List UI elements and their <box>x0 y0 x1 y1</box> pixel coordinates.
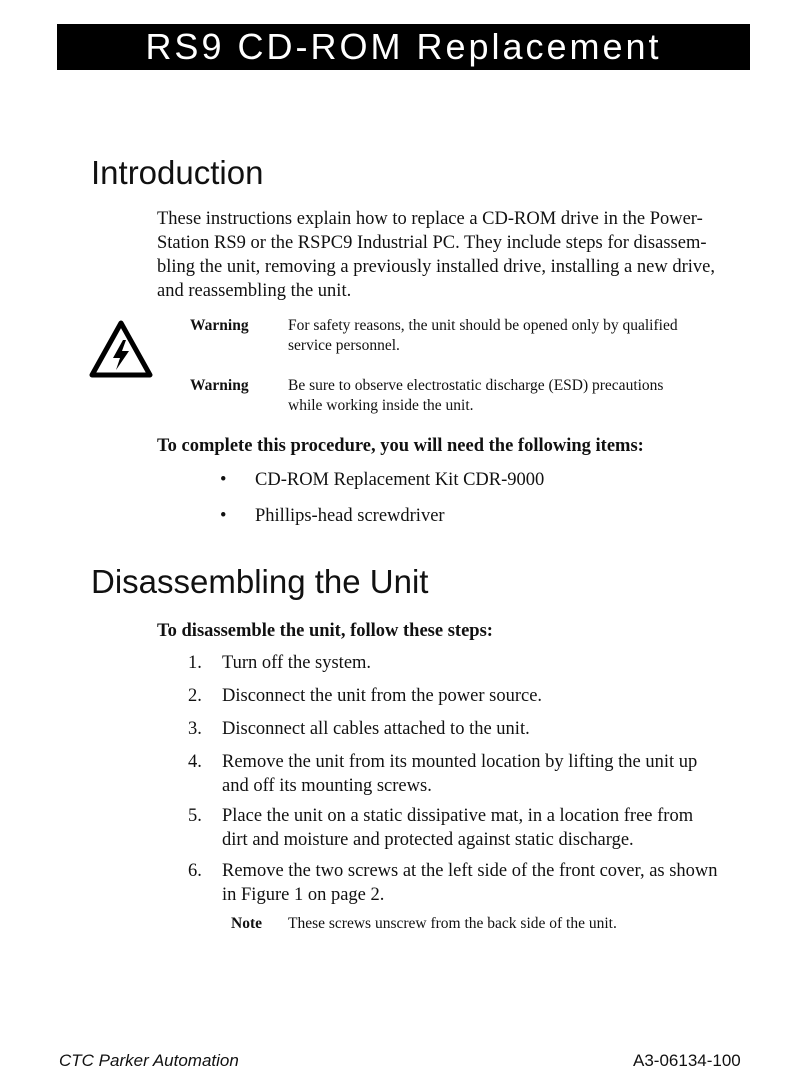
step-line: Disconnect all cables attached to the unit. <box>222 719 530 739</box>
disassembly-heading: Disassembling the Unit <box>91 563 429 600</box>
step-text <box>222 859 718 907</box>
warning-text <box>288 376 663 416</box>
step-line: Remove the unit from its mounted location by lifting the unit up <box>222 752 698 772</box>
warning-block <box>190 316 770 356</box>
paragraph-line: Station RS9 or the RSPC9 Industrial PC. They include steps for disassem- <box>157 233 707 253</box>
steps-lead: To disassemble the unit, follow these steps: <box>157 621 493 641</box>
page-title-bar <box>57 24 750 70</box>
list-item-text: Phillips-head screwdriver <box>255 506 445 526</box>
items-lead: To complete this procedure, you will need the following items: <box>157 436 644 456</box>
warning-block <box>190 376 770 416</box>
step-item <box>188 750 697 798</box>
step-line: Turn off the system. <box>222 653 372 673</box>
step-line: Disconnect the unit from the power source. <box>222 686 543 706</box>
step-text <box>222 804 693 852</box>
list-item <box>220 468 544 492</box>
footer-document-number: A3-06134-100 <box>633 1051 741 1070</box>
warning-line: Be sure to observe electrostatic discharge (ESD) precautions <box>288 377 664 394</box>
step-item <box>188 717 530 741</box>
step-number: 6. <box>188 861 202 881</box>
step-line: Place the unit on a static dissipative mat, in a location free from <box>222 806 694 826</box>
step-line: Remove the two screws at the left side of the front cover, as shown <box>222 861 718 881</box>
step-text <box>222 651 371 675</box>
step-number: 1. <box>188 653 202 673</box>
step-item <box>188 859 718 907</box>
step-text <box>222 750 697 798</box>
step-text <box>222 717 530 741</box>
step-line: dirt and moisture and protected against static discharge. <box>222 830 634 850</box>
step-number: 4. <box>188 752 202 772</box>
note-block <box>231 914 617 934</box>
step-number: 2. <box>188 686 202 706</box>
step-number: 5. <box>188 806 202 826</box>
step-item <box>188 684 542 708</box>
step-item <box>188 651 371 675</box>
note-text: These screws unscrew from the back side of the unit. <box>288 915 617 932</box>
introduction-heading: Introduction <box>91 154 264 191</box>
paragraph-line: These instructions explain how to replace a CD-ROM drive in the Power- <box>157 209 703 229</box>
step-text <box>222 684 542 708</box>
warning-line: while working inside the unit. <box>288 397 474 414</box>
paragraph-line: bling the unit, removing a previously installed drive, installing a new drive, <box>157 257 715 277</box>
warning-line: For safety reasons, the unit should be opened only by qualified <box>288 317 678 334</box>
footer-company: CTC Parker Automation <box>59 1051 239 1070</box>
bullet-symbol: • <box>220 470 227 490</box>
warning-label: Warning <box>190 377 249 394</box>
step-item <box>188 804 693 852</box>
introduction-paragraph <box>157 207 757 303</box>
step-line: and off its mounting screws. <box>222 776 432 796</box>
note-label: Note <box>231 915 262 932</box>
paragraph-line: and reassembling the unit. <box>157 281 352 301</box>
list-item-text: CD-ROM Replacement Kit CDR-9000 <box>255 470 545 490</box>
electrical-hazard-warning-icon <box>89 320 153 378</box>
bullet-symbol: • <box>220 506 227 526</box>
step-line: in Figure 1 on page 2. <box>222 885 385 905</box>
page-title: RS9 CD-ROM Replacement <box>145 26 662 67</box>
warning-label: Warning <box>190 317 249 334</box>
warning-text <box>288 316 678 356</box>
step-number: 3. <box>188 719 202 739</box>
list-item <box>220 504 445 528</box>
warning-line: service personnel. <box>288 337 400 354</box>
